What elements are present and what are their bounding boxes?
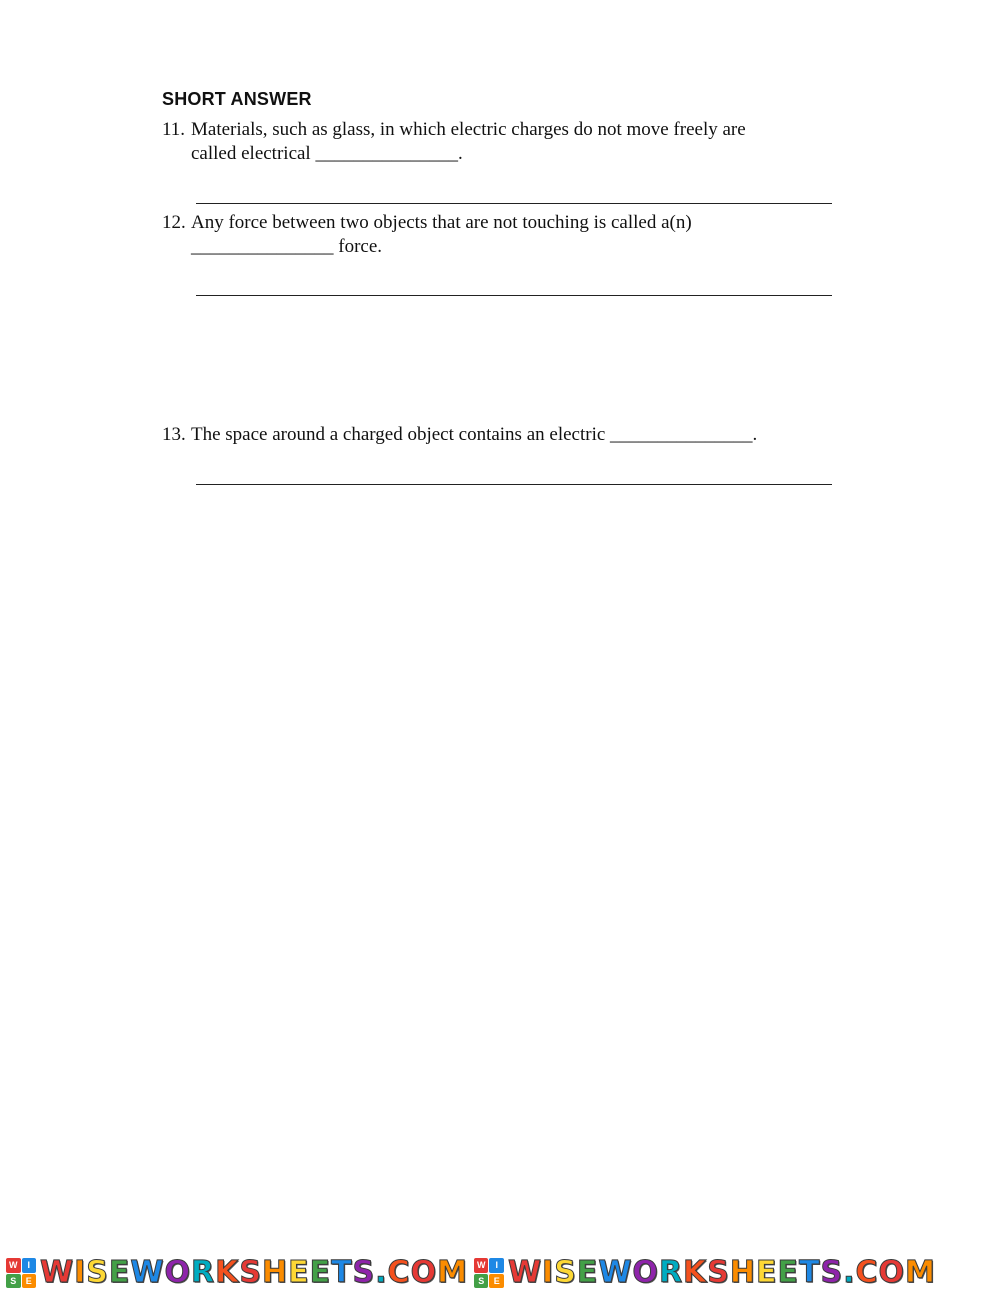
question-number: 13. [162, 424, 186, 445]
question-text: Materials, such as glass, in which electric charges do not move freely are [191, 119, 746, 140]
wordmark: W I S E W O R K S H E E T S . C O M [507, 1255, 936, 1290]
brand-logo [6, 1256, 468, 1290]
answer-line-12[interactable] [196, 295, 832, 296]
question-12 [162, 211, 862, 261]
answer-line-13[interactable] [196, 484, 832, 485]
question-number: 12. [162, 212, 186, 233]
wordmark: W I S E W O R K S H E E T S . C O M [40, 1255, 468, 1290]
logo-grid-icon: W I S E [474, 1258, 504, 1288]
question-text: _______________ force. [191, 236, 383, 257]
question-text: The space around a charged object contains an electric _______________. [191, 424, 758, 445]
question-13 [162, 423, 862, 449]
logo-grid-icon: W I S E [6, 1258, 36, 1288]
section-heading: SHORT ANSWER [162, 89, 312, 109]
answer-line-11[interactable] [196, 203, 832, 204]
brand-logo [474, 1256, 936, 1290]
footer-banner [0, 1255, 1000, 1291]
question-text: called electrical _______________. [191, 143, 463, 164]
question-11 [162, 118, 862, 168]
question-text: Any force between two objects that are not touching is called a(n) [191, 212, 692, 233]
question-number: 11. [162, 119, 186, 140]
